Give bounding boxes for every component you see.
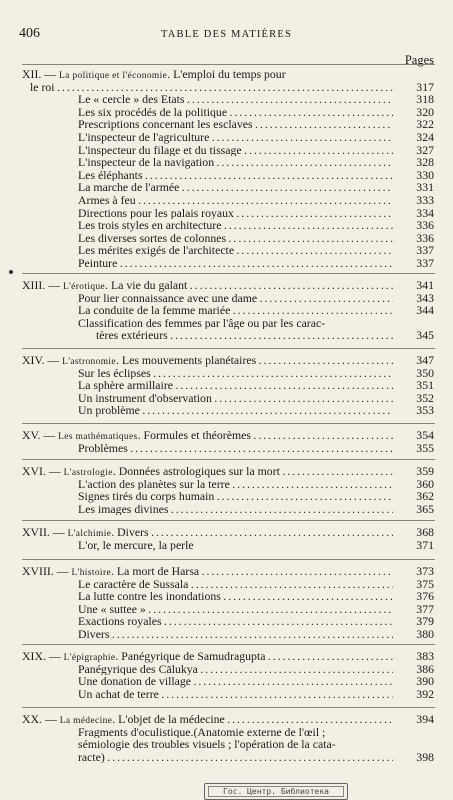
entry-page: 351 — [416, 378, 434, 393]
chapter-xvi — [0, 465, 453, 515]
chapter-divider — [22, 459, 435, 460]
toc-entry — [0, 590, 453, 603]
entry-page: 362 — [416, 489, 434, 504]
chapter-number: XII. — [22, 68, 42, 81]
chapter-xx — [0, 713, 453, 763]
chapter-number: XX. — [22, 713, 42, 726]
chapter-heading — [0, 465, 453, 478]
chapter-subject: L'alchimie — [67, 529, 112, 539]
toc-entry — [0, 578, 453, 591]
chapter-title-line2: le roi . . . — [30, 81, 393, 94]
toc-entry — [0, 478, 453, 491]
entry-page: 380 — [416, 626, 434, 641]
toc-entry — [0, 304, 453, 317]
chapter-number: XVIII. — [22, 565, 54, 578]
toc-entry — [0, 751, 453, 764]
chapter-subject: L'épigraphie — [63, 653, 116, 663]
chapter-dash: — — [44, 354, 63, 367]
chapter-heading — [0, 713, 453, 726]
entry-page: 350 — [416, 365, 434, 380]
chapter-page: 359 — [416, 464, 434, 478]
chapter-heading — [0, 650, 453, 663]
toc-entry — [0, 367, 453, 380]
entry-title: Les images divines . . . — [78, 503, 393, 516]
entry-page: 390 — [416, 674, 434, 689]
chapter-dash: — — [45, 279, 63, 292]
entry-page: 371 — [416, 537, 434, 552]
chapter-dash: — — [41, 68, 60, 81]
entry-page: 345 — [416, 328, 434, 343]
toc-entry — [0, 194, 453, 207]
entry-title-continued: tères extérieurs . . . — [96, 329, 393, 342]
entry-title: Pour lier connaissance avec une dame . . . — [78, 292, 393, 305]
chapter-heading — [0, 526, 453, 539]
entry-page: 336 — [416, 218, 434, 233]
entry-page: 377 — [416, 601, 434, 616]
chapter-xvii — [0, 526, 453, 551]
ink-spot — [9, 270, 13, 274]
chapter-page: 317 — [416, 79, 434, 94]
chapter-title-rest: . L'objet de la médecine — [112, 713, 225, 726]
header-rule — [22, 64, 435, 65]
entry-page: 379 — [416, 614, 434, 629]
chapter-divider — [22, 559, 435, 560]
entry-title: Exactions royales . . . — [78, 615, 393, 628]
running-title: TABLE DES MATIÈRES — [160, 29, 292, 40]
toc-entry — [0, 615, 453, 628]
library-stamp — [204, 783, 348, 800]
chapter-divider — [22, 520, 435, 521]
entry-title: L'or, le mercure, la perle — [78, 538, 194, 552]
entry-title: racte) . . . — [78, 751, 393, 764]
chapter-page: 383 — [416, 649, 434, 663]
entry-title: Sur les éclipses . . . — [78, 367, 393, 380]
toc-entry — [0, 317, 453, 330]
entry-title: Armes à feu . . . — [78, 194, 393, 207]
chapter-heading — [0, 279, 453, 292]
entry-title: Classification des femmes par l'âge ou par les carac- — [78, 316, 326, 330]
entry-title: L'inspecteur de la navigation . . . — [78, 156, 393, 169]
entry-page: 334 — [416, 205, 434, 220]
chapter-divider — [22, 348, 435, 349]
chapter-heading — [0, 68, 453, 81]
entry-title: Les éléphants . . . — [78, 169, 393, 182]
entry-title: Les diverses sortes de colonnes . . . — [78, 232, 393, 245]
entry-title: La marche de l'armée . . . — [78, 181, 393, 194]
chapter-title-rest: . Les mouvements planétaires — [115, 354, 257, 367]
library-stamp-text: Гос. Центр. Библиотека — [208, 786, 344, 797]
entry-title: sémiologie des troubles visuels ; l'opération de la cata- — [78, 738, 336, 751]
page-number: 406 — [19, 26, 40, 41]
entry-title: Peinture . . . — [78, 257, 393, 270]
toc-entry — [0, 688, 453, 701]
toc-entry — [0, 628, 453, 641]
toc-entry — [0, 144, 453, 157]
chapter-subject: L'astronomie — [62, 357, 116, 367]
entry-title: Les mérites exigés de l'architecte . . . — [78, 244, 393, 257]
chapter-number: XVI. — [22, 465, 46, 478]
entry-page: 355 — [416, 440, 434, 455]
chapter-xiii — [0, 279, 453, 342]
chapter-page: 368 — [416, 525, 434, 539]
entry-page: 398 — [416, 749, 434, 764]
entry-title: Une donation de village . . . — [78, 675, 393, 688]
chapter-dash: — — [53, 565, 72, 578]
entry-page: 318 — [416, 92, 434, 107]
chapter-subject: La médecine — [59, 716, 113, 726]
chapter-subject: L'astrologie — [63, 468, 113, 478]
entry-title: Signes tirés du corps humain . . . — [78, 490, 393, 503]
chapter-xii — [0, 68, 453, 270]
entry-title: L'action des planètes sur la terre . . . — [78, 478, 393, 491]
entry-title: La conduite de la femme mariée . . . — [78, 304, 393, 317]
toc-entry-continued — [0, 329, 453, 342]
toc-entry — [0, 257, 453, 270]
chapter-heading — [0, 565, 453, 578]
chapter-number: XV. — [22, 429, 41, 442]
entry-page: 320 — [416, 104, 434, 119]
chapter-dash: — — [42, 713, 60, 726]
chapter-dash: — — [49, 526, 68, 539]
entry-title: L'inspecteur de l'agriculture . . . — [78, 131, 393, 144]
chapter-dash: — — [40, 429, 59, 442]
entry-page: 365 — [416, 501, 434, 516]
chapter-page: 354 — [416, 428, 434, 442]
toc-entry — [0, 539, 453, 552]
chapter-divider — [22, 644, 435, 645]
entry-title: L'inspecteur du filage et du tissage . . . — [78, 144, 393, 157]
chapter-page: 373 — [416, 564, 434, 578]
entry-page: 330 — [416, 167, 434, 182]
entry-title: Un achat de terre . . . — [78, 688, 393, 701]
toc-entry — [0, 93, 453, 106]
entry-page: 331 — [416, 180, 434, 195]
chapter-subject: L'érotique — [62, 282, 106, 292]
chapter-divider — [22, 707, 435, 708]
toc-entry — [0, 726, 453, 739]
chapter-xix — [0, 650, 453, 700]
entry-title: Prescriptions concernant les esclaves . . . — [78, 118, 393, 131]
entry-title: Un problème . . . — [78, 404, 393, 417]
entry-title: Les six procédés de la politique . . . — [78, 106, 393, 119]
entry-title: Divers . . . — [78, 628, 393, 641]
toc-entry — [0, 675, 453, 688]
chapter-title-rest: . La mort de Harsa — [111, 565, 200, 578]
toc-entry — [0, 392, 453, 405]
entry-title: Une « suttee » . . . — [78, 603, 393, 616]
entry-title: Fragments d'oculistique.(Anatomie externe de l'œil ; — [78, 725, 326, 739]
pages-column-label: Pages — [404, 53, 434, 67]
entry-page: 327 — [416, 142, 434, 157]
chapter-xv — [0, 429, 453, 454]
entry-page: 386 — [416, 661, 434, 676]
entry-page: 337 — [416, 243, 434, 258]
toc-entry — [0, 219, 453, 232]
toc-entry — [0, 404, 453, 417]
chapter-number: XIII. — [22, 279, 46, 292]
toc-entry — [0, 603, 453, 616]
toc-entry — [0, 442, 453, 455]
toc-entry — [0, 663, 453, 676]
entry-title: Un instrument d'observation . . . — [78, 392, 393, 405]
entry-page: 352 — [416, 390, 434, 405]
toc-entry — [0, 503, 453, 516]
chapter-heading — [0, 429, 453, 442]
entry-title: La lutte contre les inondations . . . — [78, 590, 393, 603]
chapter-page: 394 — [416, 712, 434, 726]
chapter-subject: La politique et l'économie — [59, 71, 168, 81]
chapter-divider — [22, 273, 435, 274]
toc-entry — [0, 379, 453, 392]
entry-page: 324 — [416, 129, 434, 144]
entry-page: 360 — [416, 476, 434, 491]
entry-page: 392 — [416, 686, 434, 701]
entry-page: 375 — [416, 576, 434, 591]
entry-title: La sphère armillaire . . . — [78, 379, 393, 392]
entry-title: Directions pour les palais royaux . . . — [78, 207, 393, 220]
chapter-xviii — [0, 565, 453, 641]
chapter-title-rest: . L'emploi du temps pour — [167, 68, 286, 81]
chapter-title-rest: . Panégyrique de Samudragupta — [115, 650, 266, 663]
chapter-number: XIX. — [22, 650, 46, 663]
entry-page: 343 — [416, 290, 434, 305]
entry-title: Les trois styles en architecture . . . — [78, 219, 393, 232]
entry-page: 322 — [416, 117, 434, 132]
toc-entry — [0, 207, 453, 220]
chapter-title-rest: . Divers — [111, 526, 149, 539]
chapter-number: XVII. — [22, 526, 50, 539]
entry-page: 376 — [416, 589, 434, 604]
chapter-dash: — — [45, 650, 64, 663]
chapter-subject: Les mathématiques — [58, 432, 138, 442]
chapter-number: XIV. — [22, 354, 45, 367]
toc-entry — [0, 738, 453, 751]
toc-entry — [0, 292, 453, 305]
entry-page: 336 — [416, 230, 434, 245]
entry-page: 333 — [416, 192, 434, 207]
entry-page: 337 — [416, 255, 434, 270]
entry-page: 344 — [416, 303, 434, 318]
chapter-heading — [0, 354, 453, 367]
toc-entry — [0, 244, 453, 257]
toc-entry — [0, 169, 453, 182]
entry-title: Le « cercle » des Etats . . . — [78, 93, 393, 106]
entry-page: 328 — [416, 155, 434, 170]
toc-entry — [0, 131, 453, 144]
chapter-xiv — [0, 354, 453, 417]
chapter-title-rest: . La vie du galant — [105, 279, 188, 292]
chapter-divider — [22, 423, 435, 424]
toc-entry — [0, 156, 453, 169]
chapter-page: 347 — [416, 353, 434, 367]
toc-entry — [0, 106, 453, 119]
chapter-title-rest: . Données astrologiques sur la mort — [112, 465, 280, 478]
entry-title: Problèmes . . . — [78, 442, 393, 455]
chapter-subject: L'histoire — [71, 568, 112, 578]
toc-entry — [0, 490, 453, 503]
chapter-title-rest: . Formules et théorèmes — [137, 429, 251, 442]
toc-entry — [0, 232, 453, 245]
toc-entry — [0, 181, 453, 194]
toc-entry — [0, 118, 453, 131]
entry-page: 353 — [416, 403, 434, 418]
chapter-heading-continued — [0, 81, 453, 94]
entry-title: Panégyrique des Cālukya . . . — [78, 663, 393, 676]
entry-title: Le caractère de Sussala . . . — [78, 578, 393, 591]
chapter-dash: — — [45, 465, 64, 478]
chapter-page: 341 — [416, 278, 434, 292]
